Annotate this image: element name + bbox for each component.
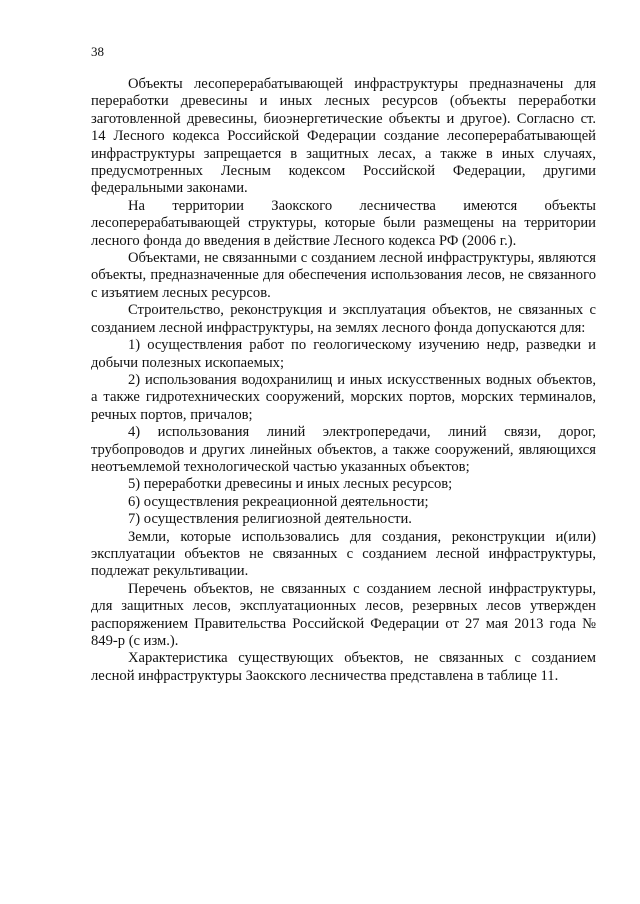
paragraph-table-reference: Характеристика существующих объектов, не связанных с созданием лесной инфраструктуры Заокского лесничества представлена в таблице 11. — [91, 650, 596, 684]
paragraph-existing-objects: На территории Заокского лесничества имеются объекты лесоперерабатывающей структуры, которые были размещены на территории лесного фонда до введения в действие Лесного кодекса РФ (2006 г.). — [91, 197, 596, 249]
page-number: 38 — [91, 44, 104, 59]
paragraph-non-infrastructure-objects: Объектами, не связанными с созданием лесной инфраструктуры, являются объекты, предназначенные для обеспечения использования лесов, не связанного с изъятием лесных ресурсов. — [91, 250, 596, 301]
paragraph-processing-infrastructure: Объекты лесоперерабатывающей инфраструктуры предназначены для переработки древесины и иных лесных ресурсов (объекты переработки заготовленной древесины, биоэнергетические объекты и другое). Согласно ст. 14 Лесного кодекса Российской Федерации создание лесоперерабатывающей инфраструктуры запрещается в защитных лесах, а также в иных случаях, предусмотренных Лесным кодексом Российской Федерации, другими федеральными законами. — [91, 76, 596, 197]
list-item-wood-processing: 5) переработки древесины и иных лесных ресурсов; — [128, 476, 453, 493]
list-item-recreation: 6) осуществления рекреационной деятельности; — [128, 493, 429, 510]
list-item-religious: 7) осуществления религиозной деятельности. — [128, 511, 412, 528]
paragraph-construction-allowed: Строительство, реконструкция и эксплуатация объектов, не связанных с созданием лесной инфраструктуры, на землях лесного фонда допускаются для: — [91, 302, 596, 336]
list-item-geology: 1) осуществления работ по геологическому изучению недр, разведки и добычи полезных ископаемых; — [91, 337, 596, 371]
text-body — [91, 76, 596, 685]
paragraph-objects-list: Перечень объектов, не связанных с созданием лесной инфраструктуры, для защитных лесов, эксплуатационных лесов, резервных лесов утвержден распоряжением Правительства Российской Федерации от 27 мая 2013 года № 849-р (с изм.). — [91, 580, 596, 649]
list-item-reservoirs: 2) использования водохранилищ и иных искусственных водных объектов, а также гидротехнических сооружений, морских портов, морских терминалов, речных портов, причалов; — [91, 371, 596, 423]
list-item-power-lines: 4) использования линий электропередачи, линий связи, дорог, трубопроводов и других линейных объектов, а также сооружений, являющихся неотъемлемой технологической частью указанных объектов; — [91, 424, 596, 475]
paragraph-recultivation: Земли, которые использовались для создания, реконструкции и(или) эксплуатации объектов не связанных с созданием лесной инфраструктуры, подлежат рекультивации. — [91, 528, 596, 580]
